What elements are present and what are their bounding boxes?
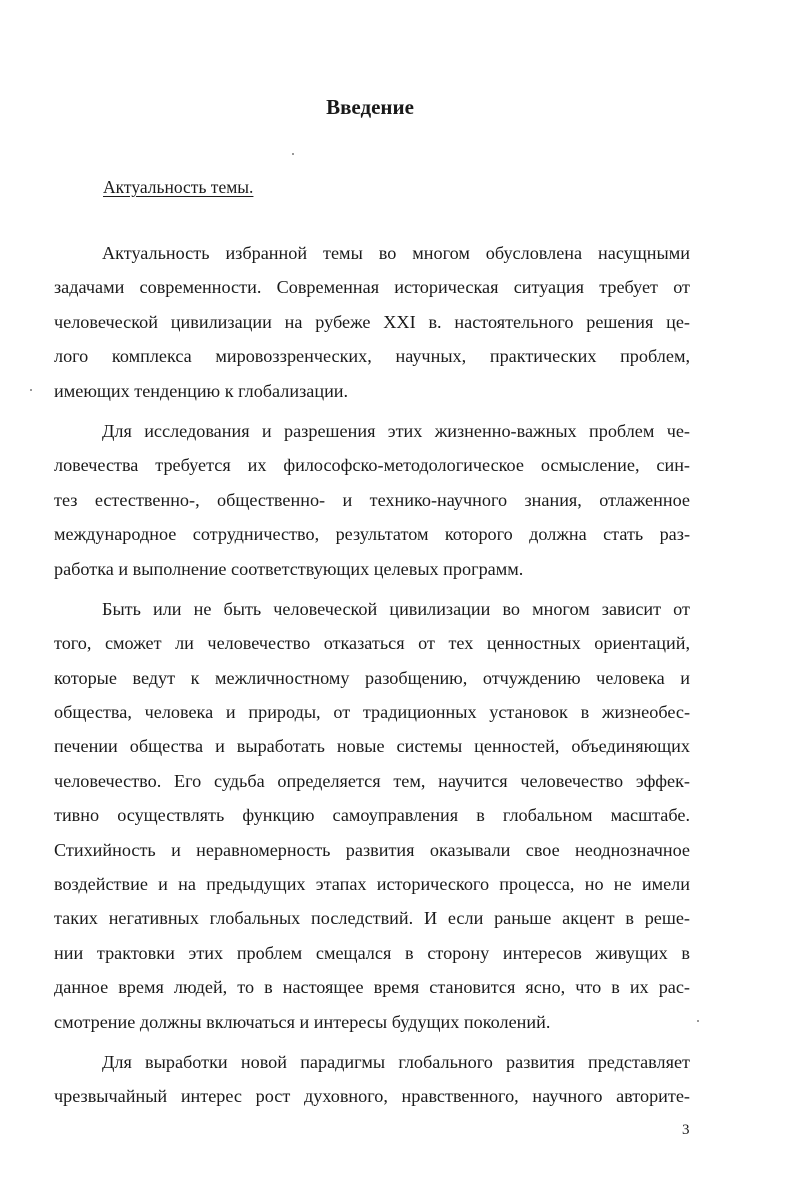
paragraph <box>54 592 690 1039</box>
page-number: 3 <box>682 1122 690 1138</box>
text-line: Стихийность и неравномерность развития оказывали свое неоднозначное <box>54 839 690 860</box>
text-line: лого комплекса мировоззренческих, научных, практических проблем, <box>54 346 690 367</box>
scan-speck <box>292 153 294 155</box>
text-line: международное сотрудничество, результатом которого должна стать раз- <box>54 524 690 545</box>
text-line: таких негативных глобальных последствий. И если раньше акцент в реше- <box>54 908 690 929</box>
paragraph <box>54 236 690 408</box>
body-text <box>54 236 690 1120</box>
text-line: того, сможет ли человечество отказаться от тех ценностных ориентаций, <box>54 633 690 654</box>
paragraph <box>54 1045 690 1114</box>
text-line: общества, человека и природы, от традиционных установок в жизнеобес- <box>54 702 690 723</box>
text-line: воздействие и на предыдущих этапах исторического процесса, но не имели <box>54 874 690 895</box>
text-line: ловечества требуется их философско-методологическое осмысление, син- <box>54 455 690 476</box>
text-line: задачами современности. Современная историческая ситуация требует от <box>54 277 690 298</box>
text-line: Для выработки новой парадигмы глобального развития представляет <box>102 1051 690 1072</box>
text-line: чрезвычайный интерес рост духовного, нравственного, научного авторите- <box>54 1086 690 1107</box>
paragraph <box>54 414 690 586</box>
text-line: Для исследования и разрешения этих жизненно-важных проблем че- <box>102 420 690 441</box>
scan-speck <box>697 1020 699 1022</box>
text-line: Актуальность избранной темы во многом обусловлена насущными <box>102 243 690 263</box>
text-line: данное время людей, то в настоящее время становится ясно, что в их рас- <box>54 977 690 998</box>
text-line: работка и выполнение соответствующих целевых программ. <box>54 558 524 579</box>
text-line: смотрение должны включаться и интересы будущих поколений. <box>54 1011 551 1032</box>
text-line: человеческой цивилизации на рубеже XXI в. настоятельного решения це- <box>54 311 690 332</box>
text-line: печении общества и выработать новые системы ценностей, объединяющих <box>54 736 690 757</box>
text-line: которые ведут к межличностному разобщению, отчуждению человека и <box>54 667 690 688</box>
section-heading: Актуальность темы. <box>103 177 254 197</box>
text-line: тез естественно-, общественно- и технико-научного знания, отлаженное <box>54 489 690 510</box>
text-line: тивно осуществлять функцию самоуправления в глобальном масштабе. <box>54 805 690 826</box>
text-line: человечество. Его судьба определяется тем, научится человечество эффек- <box>54 770 690 791</box>
page-title: Введение <box>326 95 414 119</box>
text-line: имеющих тенденцию к глобализации. <box>54 380 349 401</box>
scan-speck <box>30 389 32 391</box>
text-line: нии трактовки этих проблем смещался в сторону интересов живущих в <box>54 942 690 963</box>
text-line: Быть или не быть человеческой цивилизации во многом зависит от <box>102 598 690 619</box>
